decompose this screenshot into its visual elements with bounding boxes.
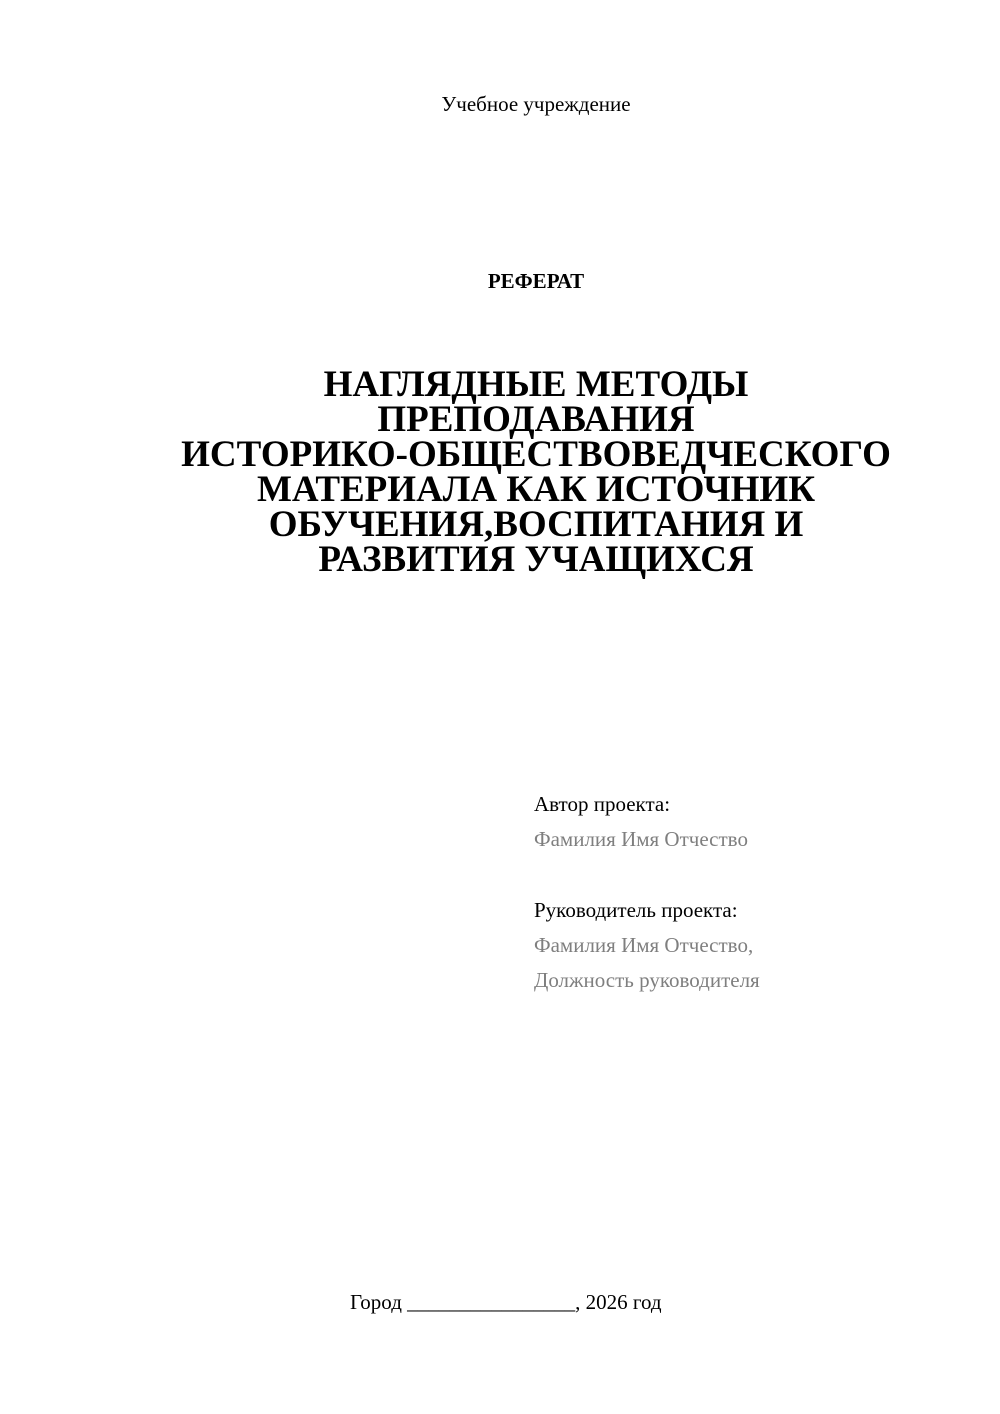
supervisor-label: Руководитель проекта: [534,898,738,922]
title-line: МАТЕРИАЛА КАК ИСТОЧНИК [256,469,816,510]
supervisor-position: Должность руководителя [534,968,760,992]
title-line: РАЗВИТИЯ УЧАЩИХСЯ [318,539,754,580]
author-name: Фамилия Имя Отчество [534,827,748,851]
title-line: ПРЕПОДАВАНИЯ [377,399,695,440]
title-line: ОБУЧЕНИЯ,ВОСПИТАНИЯ И [268,504,804,545]
author-block [534,787,748,857]
author-label: Автор проекта: [534,792,671,816]
title-line: ИСТОРИКО-ОБЩЕСТВОВЕДЧЕСКОГО [181,434,891,475]
supervisor-name: Фамилия Имя Отчество, [534,933,754,957]
title-line: НАГЛЯДНЫЕ МЕТОДЫ [323,364,749,405]
document-type: РЕФЕРАТ [487,269,585,293]
institution-name: Учебное учреждение [441,92,631,116]
supervisor-block [534,893,760,998]
city-year-line: Город ________________, 2026 год [350,1290,662,1314]
document-title [0,364,1000,580]
